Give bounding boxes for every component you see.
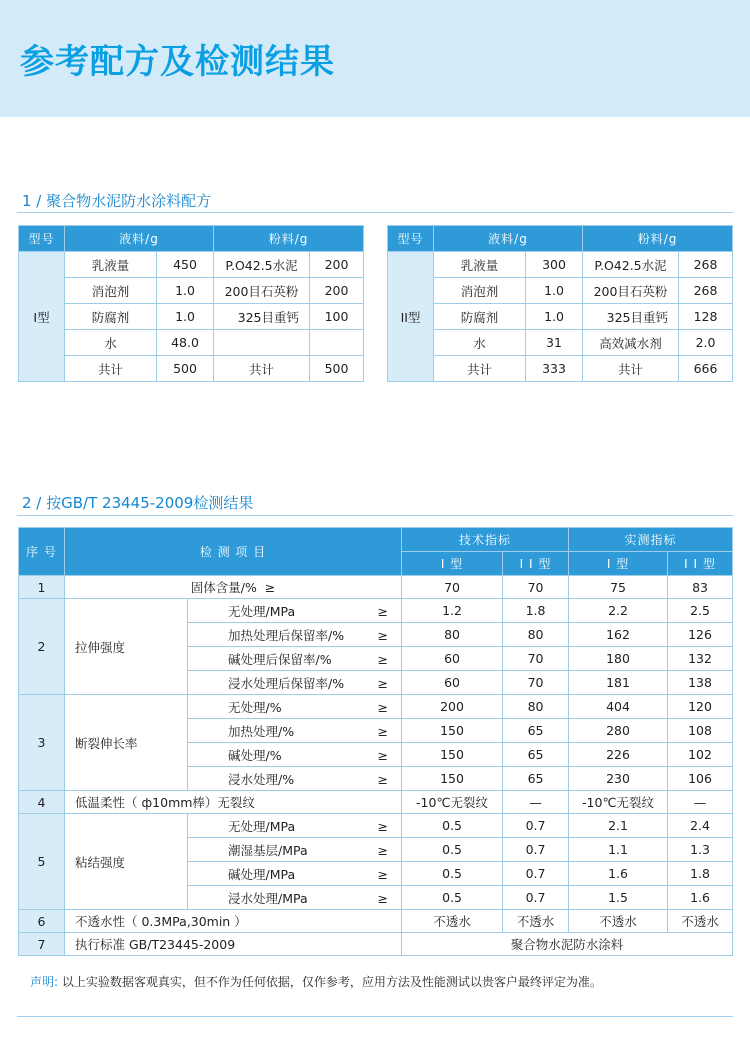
- cell: 128: [679, 304, 733, 330]
- cell: 乳液量: [434, 252, 526, 278]
- col-tech-header: 技术指标: [402, 528, 569, 552]
- cell: 1.3: [668, 838, 733, 862]
- cell: P.O42.5水泥: [583, 252, 679, 278]
- col-measured-i: I 型: [569, 552, 668, 576]
- col-no-header: 序 号: [19, 528, 65, 576]
- cell: 2.5: [668, 599, 733, 623]
- ge-sign: ≥: [377, 866, 388, 882]
- cell: 聚合物水泥防水涂料: [402, 933, 733, 956]
- cell: 132: [668, 647, 733, 671]
- bottom-divider: [17, 1016, 733, 1017]
- section1-title: 1 / 聚合物水泥防水涂料配方: [22, 192, 212, 210]
- sub-item: [188, 623, 402, 647]
- cell: 0.5: [402, 886, 503, 910]
- sub-item-label: 无处理/MPa: [228, 818, 296, 834]
- cell: 共计: [583, 356, 679, 382]
- row-item: 拉伸强度: [65, 599, 188, 695]
- cell: 乳液量: [65, 252, 157, 278]
- col-powder-header: 粉料/g: [583, 226, 733, 252]
- row-item: 断裂伸长率: [65, 695, 188, 791]
- section1-divider: [17, 212, 733, 213]
- cell: 65: [503, 743, 569, 767]
- ge-sign: ≥: [377, 771, 388, 787]
- cell: 181: [569, 671, 668, 695]
- cell: 500: [310, 356, 364, 382]
- sub-item-label: 加热处理/%: [228, 723, 295, 739]
- cell: 83: [668, 576, 733, 599]
- page-title: 参考配方及检测结果: [20, 42, 335, 82]
- col-measured-ii: I I 型: [668, 552, 733, 576]
- cell: 333: [526, 356, 583, 382]
- cell: 消泡剂: [65, 278, 157, 304]
- cell: 100: [310, 304, 364, 330]
- cell: 80: [503, 623, 569, 647]
- cell: 1.6: [569, 862, 668, 886]
- cell: 不透水: [402, 910, 503, 933]
- cell: 1.6: [668, 886, 733, 910]
- cell: 1.8: [668, 862, 733, 886]
- cell: -10℃无裂纹: [569, 791, 668, 814]
- cell: 150: [402, 719, 503, 743]
- cell: 消泡剂: [434, 278, 526, 304]
- ge-sign: ≥: [377, 675, 388, 691]
- test-results-table: [18, 527, 733, 956]
- ge-sign: ≥: [377, 842, 388, 858]
- col-type-header: 型号: [388, 226, 434, 252]
- cell: 高效减水剂: [583, 330, 679, 356]
- sub-item: [188, 814, 402, 838]
- sub-item-label: 碱处理/MPa: [228, 866, 296, 882]
- ge-sign: ≥: [377, 890, 388, 906]
- row-no: 3: [19, 695, 65, 791]
- cell: 230: [569, 767, 668, 791]
- cell: [310, 330, 364, 356]
- cell: 2.4: [668, 814, 733, 838]
- cell: 31: [526, 330, 583, 356]
- cell: 1.2: [402, 599, 503, 623]
- row-no: 6: [19, 910, 65, 933]
- cell: 200目石英粉: [214, 278, 310, 304]
- row-no: 5: [19, 814, 65, 910]
- cell: 0.7: [503, 838, 569, 862]
- cell: 不透水: [668, 910, 733, 933]
- cell: 1.8: [503, 599, 569, 623]
- cell: 1.0: [157, 278, 214, 304]
- page-header: [0, 0, 750, 117]
- ge-sign: ≥: [377, 699, 388, 715]
- cell: 102: [668, 743, 733, 767]
- row-item-label: 固体含量/%: [190, 580, 257, 595]
- cell: 共计: [214, 356, 310, 382]
- cell: 404: [569, 695, 668, 719]
- row-item: [65, 576, 402, 599]
- col-tech-i: I 型: [402, 552, 503, 576]
- sub-item-label: 浸水处理后保留率/%: [228, 675, 345, 691]
- sub-item: [188, 886, 402, 910]
- cell: -10℃无裂纹: [402, 791, 503, 814]
- cell: 300: [526, 252, 583, 278]
- type-cell: II型: [388, 252, 434, 382]
- col-tech-ii: I I 型: [503, 552, 569, 576]
- formula-table-i: [18, 225, 364, 382]
- col-type-header: 型号: [19, 226, 65, 252]
- cell: 1.0: [157, 304, 214, 330]
- sub-item: [188, 862, 402, 886]
- section2-title: 2 / 按GB/T 23445-2009检测结果: [22, 494, 254, 512]
- cell: 150: [402, 767, 503, 791]
- sub-item: [188, 838, 402, 862]
- col-powder-header: 粉料/g: [214, 226, 364, 252]
- formula-table-ii: [387, 225, 733, 382]
- row-no: 7: [19, 933, 65, 956]
- cell: 1.0: [526, 304, 583, 330]
- cell: 80: [503, 695, 569, 719]
- cell: 共计: [434, 356, 526, 382]
- row-no: 2: [19, 599, 65, 695]
- cell: 280: [569, 719, 668, 743]
- col-item-header: 检 测 项 目: [65, 528, 402, 576]
- sub-item: [188, 695, 402, 719]
- ge-sign: ≥: [377, 627, 388, 643]
- cell: 60: [402, 671, 503, 695]
- cell: 1.0: [526, 278, 583, 304]
- sub-item-label: 潮湿基层/MPa: [228, 842, 308, 858]
- sub-item: [188, 647, 402, 671]
- row-item: 粘结强度: [65, 814, 188, 910]
- section2-divider: [17, 515, 733, 516]
- cell: 不透水: [503, 910, 569, 933]
- cell: 70: [503, 576, 569, 599]
- sub-item-label: 加热处理后保留率/%: [228, 627, 345, 643]
- cell: 80: [402, 623, 503, 647]
- cell: 666: [679, 356, 733, 382]
- disclaimer: [30, 973, 602, 990]
- col-liquid-header: 液料/g: [65, 226, 214, 252]
- cell: —: [503, 791, 569, 814]
- ge-sign: ≥: [264, 580, 276, 595]
- row-item: 低温柔性（ ф10mm棒）无裂纹: [65, 791, 402, 814]
- disclaimer-label: 声明:: [30, 975, 59, 989]
- cell: 120: [668, 695, 733, 719]
- type-cell: I型: [19, 252, 65, 382]
- cell: 48.0: [157, 330, 214, 356]
- cell: 0.7: [503, 814, 569, 838]
- cell: 268: [679, 252, 733, 278]
- cell: 226: [569, 743, 668, 767]
- cell: 138: [668, 671, 733, 695]
- sub-item-label: 无处理/MPa: [228, 603, 296, 619]
- cell: 防腐剂: [434, 304, 526, 330]
- cell: 65: [503, 767, 569, 791]
- cell: 268: [679, 278, 733, 304]
- sub-item: [188, 719, 402, 743]
- cell: 0.5: [402, 814, 503, 838]
- cell: 2.2: [569, 599, 668, 623]
- cell: [214, 330, 310, 356]
- cell: 500: [157, 356, 214, 382]
- cell: 70: [503, 647, 569, 671]
- sub-item: [188, 671, 402, 695]
- cell: 70: [402, 576, 503, 599]
- cell: 126: [668, 623, 733, 647]
- cell: 共计: [65, 356, 157, 382]
- cell: 200: [310, 252, 364, 278]
- sub-item-label: 无处理/%: [228, 699, 282, 715]
- cell: 2.1: [569, 814, 668, 838]
- cell: 65: [503, 719, 569, 743]
- ge-sign: ≥: [377, 723, 388, 739]
- cell: 70: [503, 671, 569, 695]
- cell: P.O42.5水泥: [214, 252, 310, 278]
- ge-sign: ≥: [377, 603, 388, 619]
- cell: 450: [157, 252, 214, 278]
- cell: 325目重钙: [214, 304, 310, 330]
- cell: 162: [569, 623, 668, 647]
- cell: 水: [65, 330, 157, 356]
- cell: 180: [569, 647, 668, 671]
- sub-item: [188, 767, 402, 791]
- col-measured-header: 实测指标: [569, 528, 733, 552]
- sub-item-label: 碱处理/%: [228, 747, 282, 763]
- cell: 200: [402, 695, 503, 719]
- cell: 1.5: [569, 886, 668, 910]
- sub-item-label: 碱处理后保留率/%: [228, 651, 332, 667]
- ge-sign: ≥: [377, 818, 388, 834]
- ge-sign: ≥: [377, 747, 388, 763]
- cell: 108: [668, 719, 733, 743]
- cell: 75: [569, 576, 668, 599]
- cell: 106: [668, 767, 733, 791]
- cell: —: [668, 791, 733, 814]
- col-liquid-header: 液料/g: [434, 226, 583, 252]
- sub-item: [188, 599, 402, 623]
- disclaimer-text: 以上实验数据客观真实，但不作为任何依据，仅作参考，应用方法及性能测试以贵客户最终评定为准。: [61, 975, 602, 989]
- sub-item-label: 浸水处理/%: [228, 771, 295, 787]
- cell: 200目石英粉: [583, 278, 679, 304]
- cell: 0.5: [402, 862, 503, 886]
- row-no: 4: [19, 791, 65, 814]
- sub-item-label: 浸水处理/MPa: [228, 890, 308, 906]
- cell: 200: [310, 278, 364, 304]
- sub-item: [188, 743, 402, 767]
- row-item: 执行标准 GB/T23445-2009: [65, 933, 402, 956]
- cell: 150: [402, 743, 503, 767]
- cell: 325目重钙: [583, 304, 679, 330]
- cell: 0.7: [503, 886, 569, 910]
- cell: 水: [434, 330, 526, 356]
- cell: 60: [402, 647, 503, 671]
- cell: 1.1: [569, 838, 668, 862]
- cell: 不透水: [569, 910, 668, 933]
- cell: 0.5: [402, 838, 503, 862]
- ge-sign: ≥: [377, 651, 388, 667]
- cell: 防腐剂: [65, 304, 157, 330]
- cell: 0.7: [503, 862, 569, 886]
- cell: 2.0: [679, 330, 733, 356]
- row-no: 1: [19, 576, 65, 599]
- row-item: 不透水性（ 0.3MPa,30min ）: [65, 910, 402, 933]
